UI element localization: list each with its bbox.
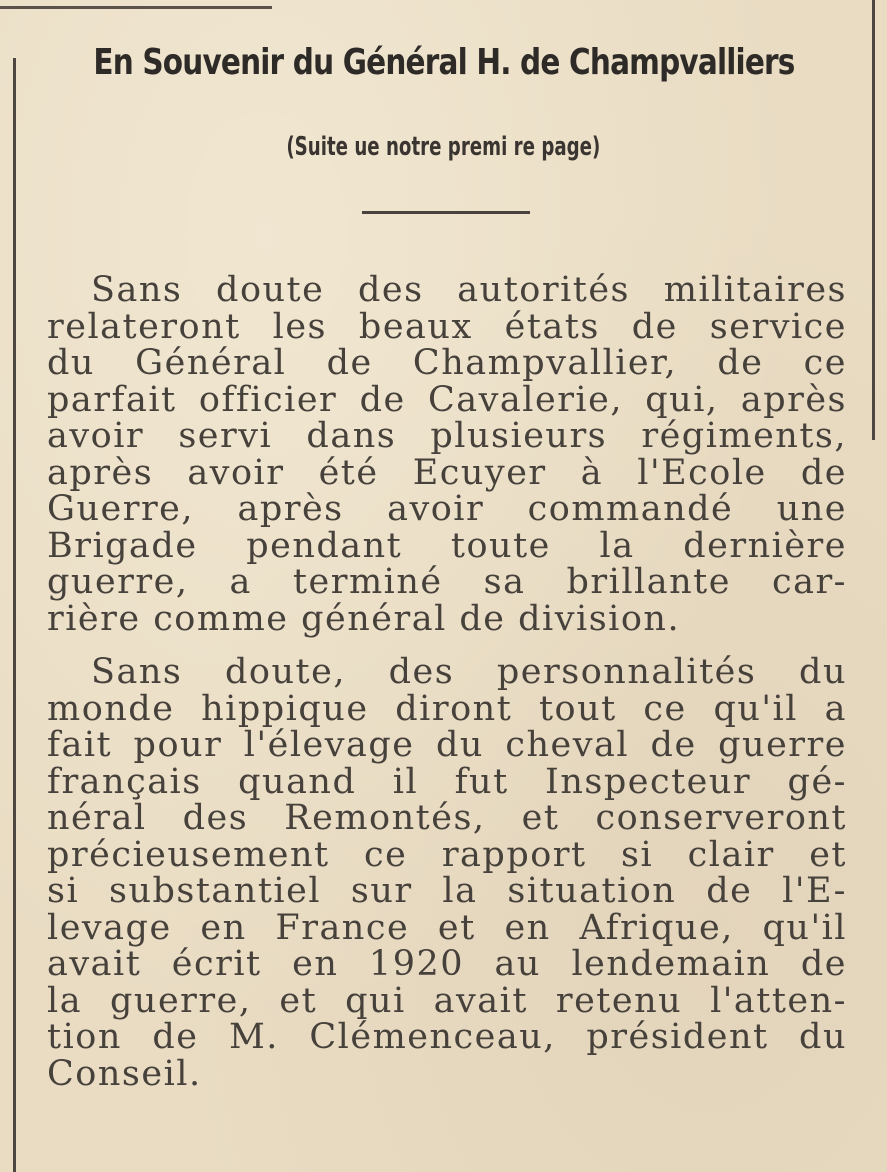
text-line: français quand il fut Inspecteur gé- xyxy=(47,761,847,802)
text-line: levage en France et en Afrique, qu'il xyxy=(47,907,847,948)
text-line: la guerre, et qui avait retenu l'atten- xyxy=(47,980,847,1021)
top-rule xyxy=(0,6,272,9)
text-line: avait écrit en 1920 au lendemain de xyxy=(47,944,847,984)
article-subheadline: (Suite ue notre premi re page) xyxy=(286,132,601,162)
column-rule-left xyxy=(13,58,16,1172)
text-line: Sans doute, des personnalités du xyxy=(91,652,847,692)
text-line: rière comme général de division. xyxy=(47,598,681,639)
text-line: du Général de Champvallier, de ce xyxy=(47,343,847,383)
text-line: Sans doute des autorités militaires xyxy=(91,270,847,310)
text-line: relateront les beaux états de service xyxy=(47,306,847,347)
text-line: parfait officier de Cavalerie, qui, après xyxy=(47,379,847,420)
text-line: fait pour l'élevage du cheval de guerre xyxy=(47,725,847,765)
text-line: monde hippique diront tout ce qu'il a xyxy=(47,688,847,729)
paragraph-2 xyxy=(47,654,847,1092)
text-line: tion de M. Clémenceau, président du xyxy=(47,1017,847,1057)
text-line: guerre, a terminé sa brillante car- xyxy=(47,562,847,602)
text-line: précieusement ce rapport si clair et xyxy=(47,834,847,875)
text-line: Guerre, après avoir commandé une xyxy=(47,489,847,529)
text-line: avoir servi dans plusieurs régiments, xyxy=(47,416,847,456)
column-rule-right xyxy=(872,0,875,440)
paragraph-1 xyxy=(47,272,847,637)
text-line: néral des Remontés, et conserveront xyxy=(47,798,847,838)
headline-divider xyxy=(362,211,530,214)
article-headline: En Souvenir du Général H. de Champvalliers xyxy=(93,42,795,83)
text-line: Conseil. xyxy=(47,1053,202,1094)
text-line: si substantiel sur la situation de l'E- xyxy=(47,871,847,911)
article-body xyxy=(47,272,847,1092)
text-line: Brigade pendant toute la dernière xyxy=(47,525,847,566)
text-line: après avoir été Ecuyer à l'Ecole de xyxy=(47,452,847,493)
